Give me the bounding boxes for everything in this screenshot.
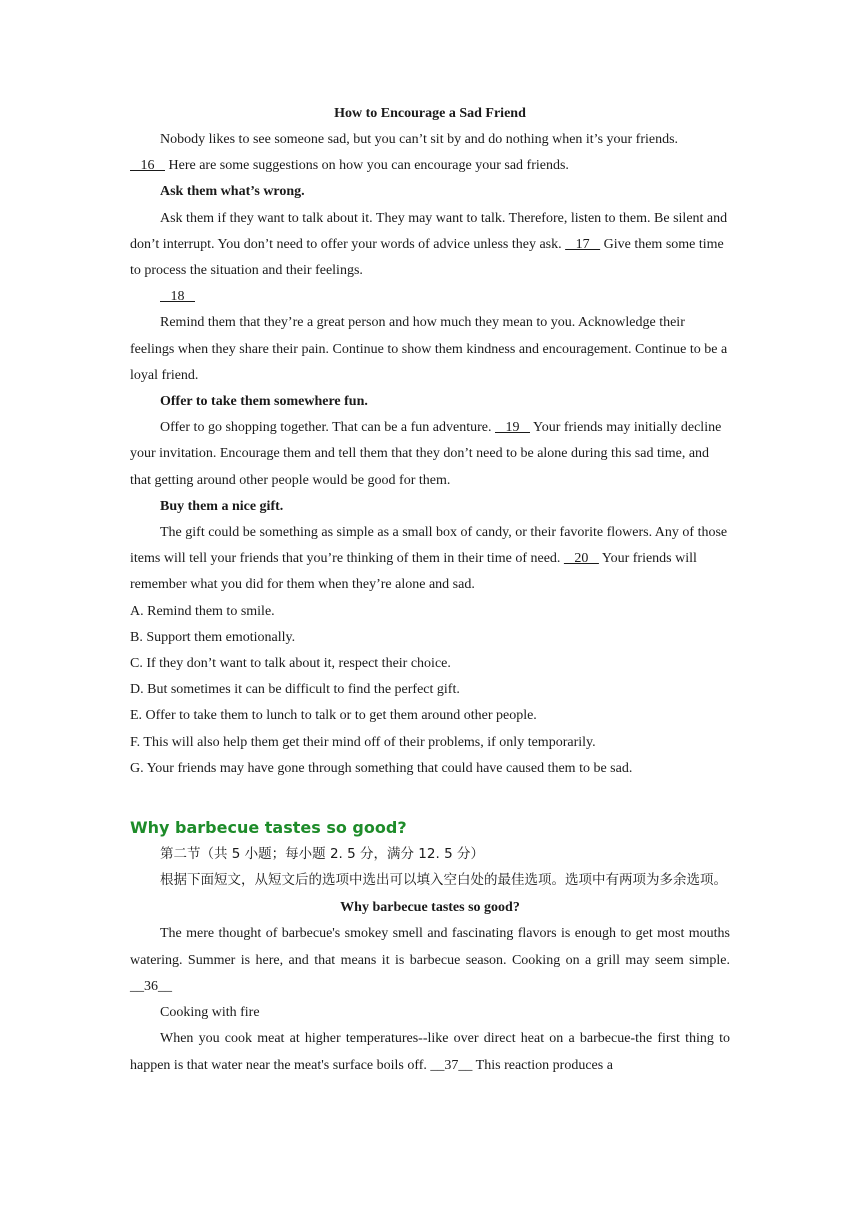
paragraph-1 [130, 127, 730, 153]
paragraph-5 [130, 520, 730, 599]
passage-2-title: Why barbecue tastes so good? [340, 900, 520, 916]
blank-16: 16 [130, 158, 165, 174]
paragraph-1-cont [130, 153, 730, 179]
heading-gift: Buy them a nice gift. [160, 498, 284, 514]
option-b: B. Support them emotionally. [130, 629, 296, 645]
paragraph-1-text: Nobody likes to see someone sad, but you can’t sit by and do nothing when it’s your friends. [160, 132, 679, 147]
heading-offer: Offer to take them somewhere fun. [160, 394, 368, 410]
document-content [130, 101, 730, 1079]
section-instruction: 第二节（共 5 小题；每小题 2. 5 分，满分 12. 5 分） [160, 846, 484, 863]
paragraph-3: Remind them that they’re a great person and how much they mean to you. Acknowledge their feelings when they share their pain. Continue to show them kindness and encouragement. Continue to be a loyal friend. [130, 315, 728, 383]
passage-2-heading-cooking: Cooking with fire [160, 1005, 260, 1021]
blank-18-line [130, 284, 730, 310]
paragraph-2-text: Ask them if they want to talk about it. They may want to talk. Therefore, listen to them. Be silent and don’t interrupt. You don’t need to offer your words of advice unless they ask. [130, 210, 728, 252]
passage-2-paragraph-1: The mere thought of barbecue's smokey smell and fascinating flavors is enough to get most mouths watering. Summer is here, and that means it is barbecue season. Cooking on a grill may seem simple. __36__ [130, 926, 730, 994]
option-d: D. But sometimes it can be difficult to find the perfect gift. [130, 682, 460, 698]
blank-20: 20 [563, 551, 599, 567]
blank-19: 19 [495, 420, 530, 436]
paragraph-2b-text: Give them some time to process the situation and their feelings. [130, 236, 724, 279]
passage-title: How to Encourage a Sad Friend [334, 106, 526, 121]
paragraph-4 [130, 415, 730, 494]
paragraph-4a-text: Offer to go shopping together. That can be a fun adventure. [160, 420, 495, 436]
option-c: C. If they don’t want to talk about it, respect their choice. [130, 656, 451, 672]
section-directions: 根据下面短文，从短文后的选项中选出可以填入空白处的最佳选项。选项中有两项为多余选项。 [160, 872, 727, 889]
heading-ask: Ask them what’s wrong. [160, 184, 305, 200]
paragraph-4b-text: Your friends may initially decline your invitation. Encourage them and tell them that they don’t need to be alone during this sad time, and that getting around other people would be good for them. [130, 420, 722, 488]
option-g: G. Your friends may have gone through something that could have caused them to be sad. [130, 760, 633, 776]
exam-source-title: Why barbecue tastes so good? [130, 818, 407, 838]
paragraph-5b-text: Your friends will remember what you did for them when they’re alone and sad. [130, 551, 697, 593]
option-a: A. Remind them to smile. [130, 603, 275, 619]
paragraph-5a-text: The gift could be something as simple as a small box of candy, or their favorite flowers. Any of those items will tell your friends that you’re thinking of them in their time of need. [130, 525, 728, 567]
blank-18: 18 [160, 289, 195, 305]
passage-2-paragraph-2: When you cook meat at higher temperatures--like over direct heat on a barbecue-the first thing to happen is that water near the meat's surface boils off. __37__ This reaction produces a [130, 1031, 730, 1073]
option-f: F. This will also help them get their mind off of their problems, if only temporarily. [130, 734, 596, 750]
option-e: E. Offer to take them to lunch to talk or to get them around other people. [130, 708, 537, 724]
paragraph-2 [130, 206, 730, 285]
blank-17: 17 [565, 236, 601, 252]
paragraph-1b-text: Here are some suggestions on how you can encourage your sad friends. [165, 158, 569, 174]
